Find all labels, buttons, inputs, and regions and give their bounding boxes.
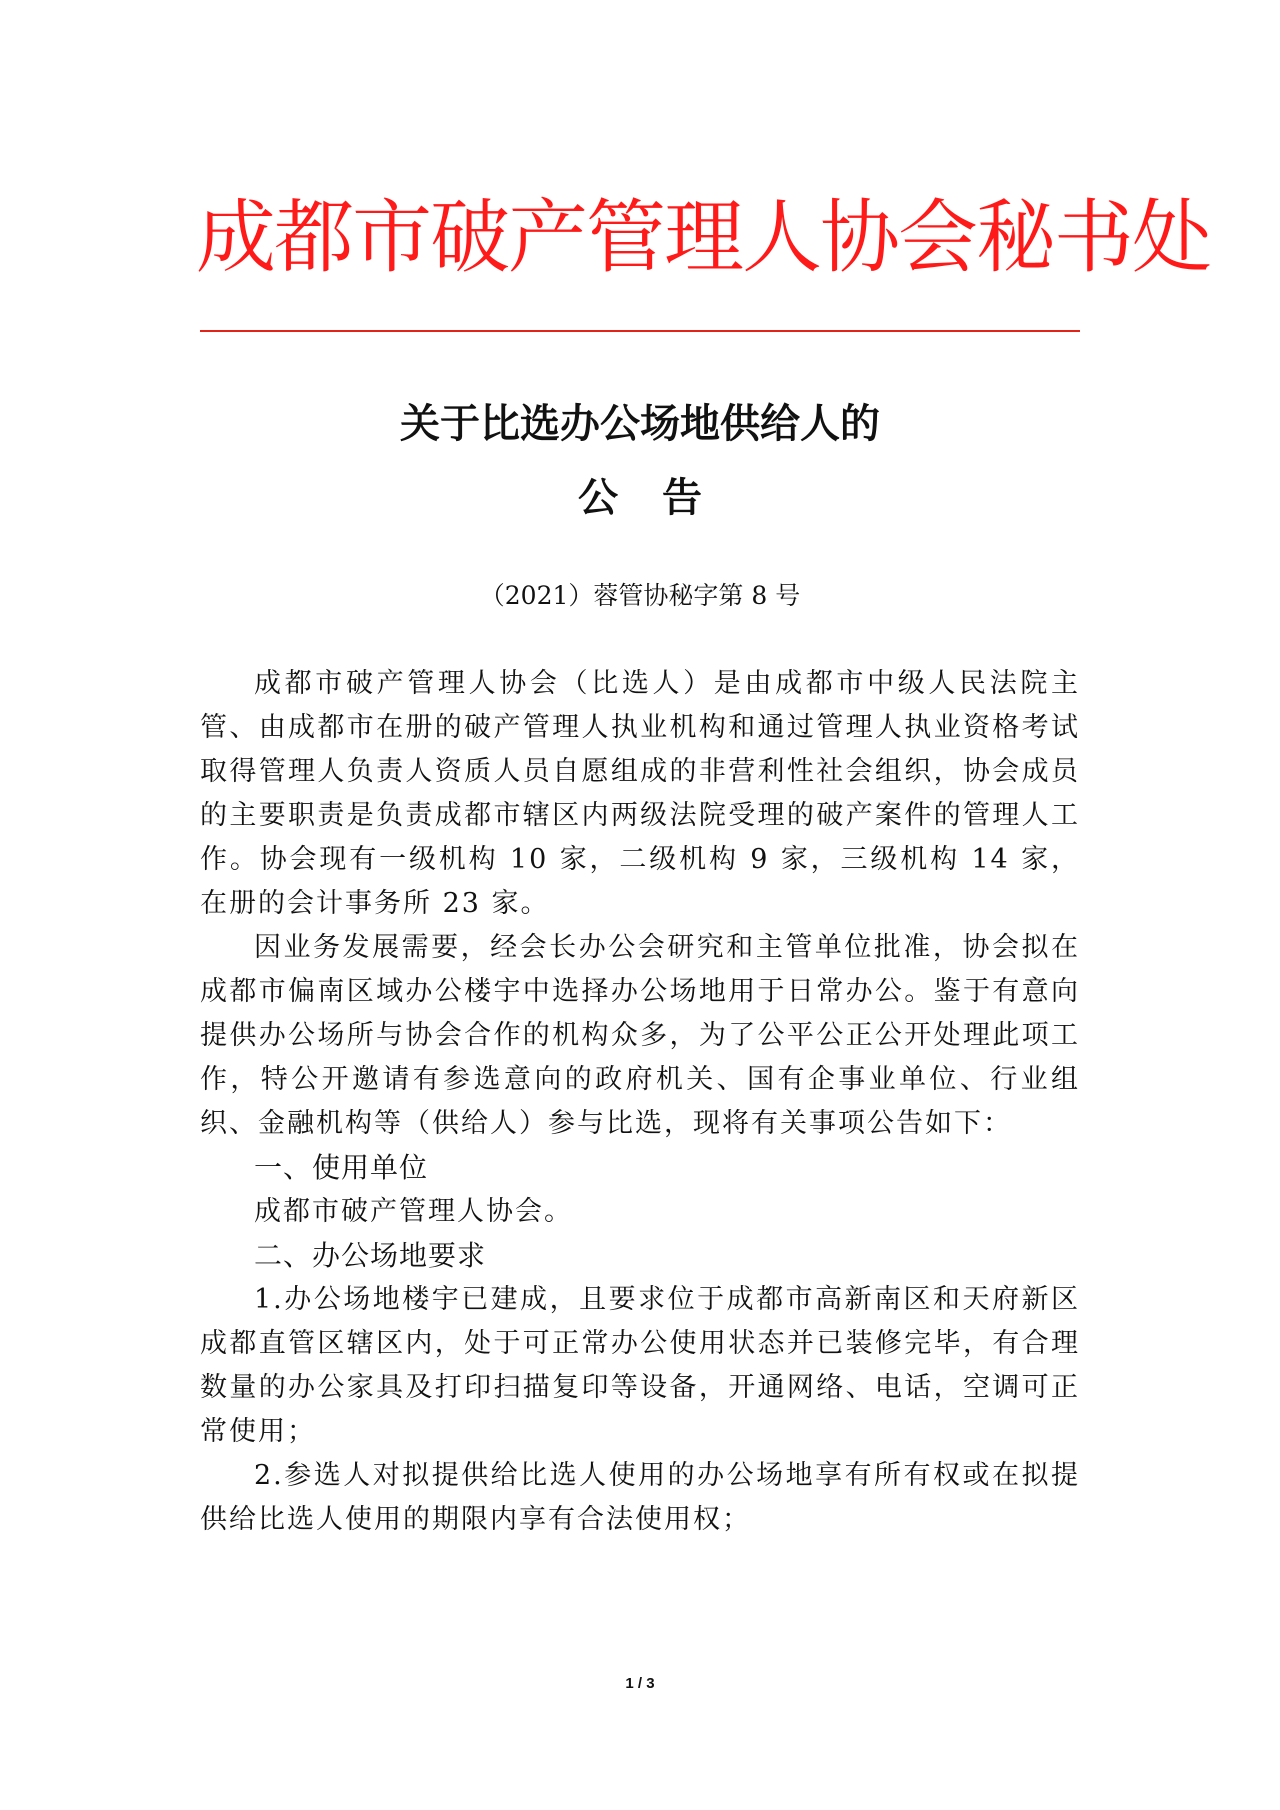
document-number: （2021）蓉管协秘字第 8 号 — [479, 581, 801, 610]
requirement-item-1: 1.办公场地楼宇已建成，且要求位于成都市高新南区和天府新区成都直管区辖区内，处于可正常办公使用状态并已装修完毕，有合理数量的办公家具及打印扫描复印等设备，开通网络、电话，空调可正常使用； — [200, 1284, 1080, 1447]
requirement-item-2: 2.参选人对拟提供给比选人使用的办公场地享有所有权或在拟提供给比选人使用的期限内享有合法使用权； — [200, 1460, 1080, 1535]
letterhead-red-rule — [200, 330, 1080, 332]
section-heading-office-requirements: 二、办公场地要求 — [254, 1239, 487, 1272]
section-text-user-unit: 成都市破产管理人协会。 — [254, 1196, 573, 1227]
body-paragraph-intro: 成都市破产管理人协会（比选人）是由成都市中级人民法院主管、由成都市在册的破产管理人执业机构和通过管理人执业资格考试取得管理人负责人资质人员自愿组成的非营利性社会组织，协会成员的主要职责是负责成都市辖区内两级法院受理的破产案件的管理人工作。协会现有一级机构 10 家，二级机构 9 家，三级机构 14 家，在册的会计事务所 23 家。 — [200, 668, 1080, 919]
document-title-line-2: 公告 — [578, 475, 746, 521]
section-heading-user-unit: 一、使用单位 — [254, 1151, 429, 1184]
document-body — [200, 662, 1080, 1542]
letterhead-org-name: 成都市破产管理人协会秘书处 — [196, 191, 1210, 284]
page-indicator: 1 / 3 — [625, 1675, 655, 1692]
body-paragraph-purpose: 因业务发展需要，经会长办公会研究和主管单位批准，协会拟在成都市偏南区域办公楼宇中选择办公场地用于日常办公。鉴于有意向提供办公场所与协会合作的机构众多，为了公平公正公开处理此项工作，特公开邀请有参选意向的政府机关、国有企事业单位、行业组织、金融机构等（供给人）参与比选，现将有关事项公告如下： — [200, 932, 1080, 1139]
document-title-line-1: 关于比选办公场地供给人的 — [400, 401, 880, 447]
